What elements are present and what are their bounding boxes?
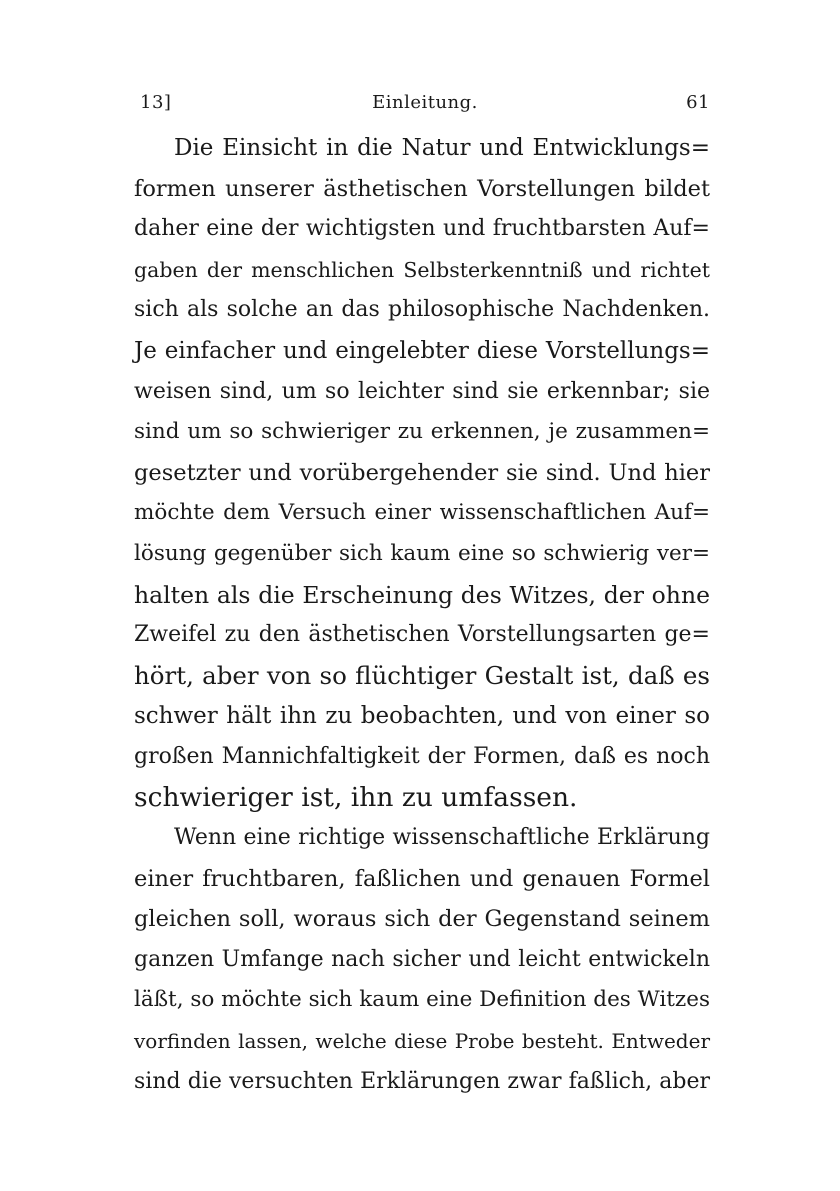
text-line: großen Mannichfaltigkeit der Formen, daß es noch xyxy=(134,743,710,769)
text-line: gesetzter und vorübergehender sie sind. Und hier xyxy=(134,459,710,486)
text-line: sich als solche an das philosophische Nachdenken. xyxy=(134,297,710,323)
text-line: einer fruchtbaren, faßlichen und genauen Formel xyxy=(134,865,710,892)
running-head xyxy=(140,90,710,116)
text-line: läßt, so möchte sich kaum eine Definition des Witzes xyxy=(134,987,710,1013)
text-line: ganzen Umfange nach sicher und leicht entwickeln xyxy=(134,946,710,972)
text-line: gleichen soll, woraus sich der Gegenstand seinem xyxy=(134,906,710,933)
paragraph-1 xyxy=(134,128,710,818)
text-line: Zweifel zu den ästhetischen Vorstellungsarten ge= xyxy=(134,622,710,648)
text-line: daher eine der wichtigsten und fruchtbarsten Auf= xyxy=(134,216,710,242)
paragraph-2 xyxy=(134,818,710,1102)
text-line: gaben der menschlichen Selbsterkenntniß und richtet xyxy=(134,257,710,282)
text-line: Wenn eine richtige wissenschaftliche Erklärung xyxy=(174,825,710,851)
text-line: hört, aber von so flüchtiger Gestalt ist, daß es xyxy=(134,660,710,690)
text-line: schwieriger ist, ihn zu umfassen. xyxy=(134,781,578,813)
text-line: Die Einsicht in die Natur und Entwicklungs= xyxy=(174,135,710,161)
body-text xyxy=(134,128,710,1102)
section-number: 13] xyxy=(140,92,172,113)
text-line: formen unserer ästhetischen Vorstellungen bildet xyxy=(134,175,710,202)
text-line: möchte dem Versuch einer wissenschaftlichen Auf= xyxy=(134,500,710,526)
page-number: 61 xyxy=(686,92,710,113)
text-line: sind um so schwieriger zu erkennen, je zusammen= xyxy=(134,419,710,445)
text-line: lösung gegenüber sich kaum eine so schwierig ver= xyxy=(134,540,710,566)
text-line: weisen sind, um so leichter sind sie erkennbar; sie xyxy=(134,378,710,404)
text-line: sind die versuchten Erklärungen zwar faßlich, aber xyxy=(134,1068,710,1094)
text-line: Je einfacher und eingelebter diese Vorstellungs= xyxy=(134,337,710,364)
text-line: vorfinden lassen, welche diese Probe besteht. Entweder xyxy=(134,1029,710,1054)
text-line: halten als die Erscheinung des Witzes, der ohne xyxy=(134,580,710,609)
chapter-title: Einleitung. xyxy=(372,92,478,113)
text-line: schwer hält ihn zu beobachten, und von einer so xyxy=(134,703,710,730)
